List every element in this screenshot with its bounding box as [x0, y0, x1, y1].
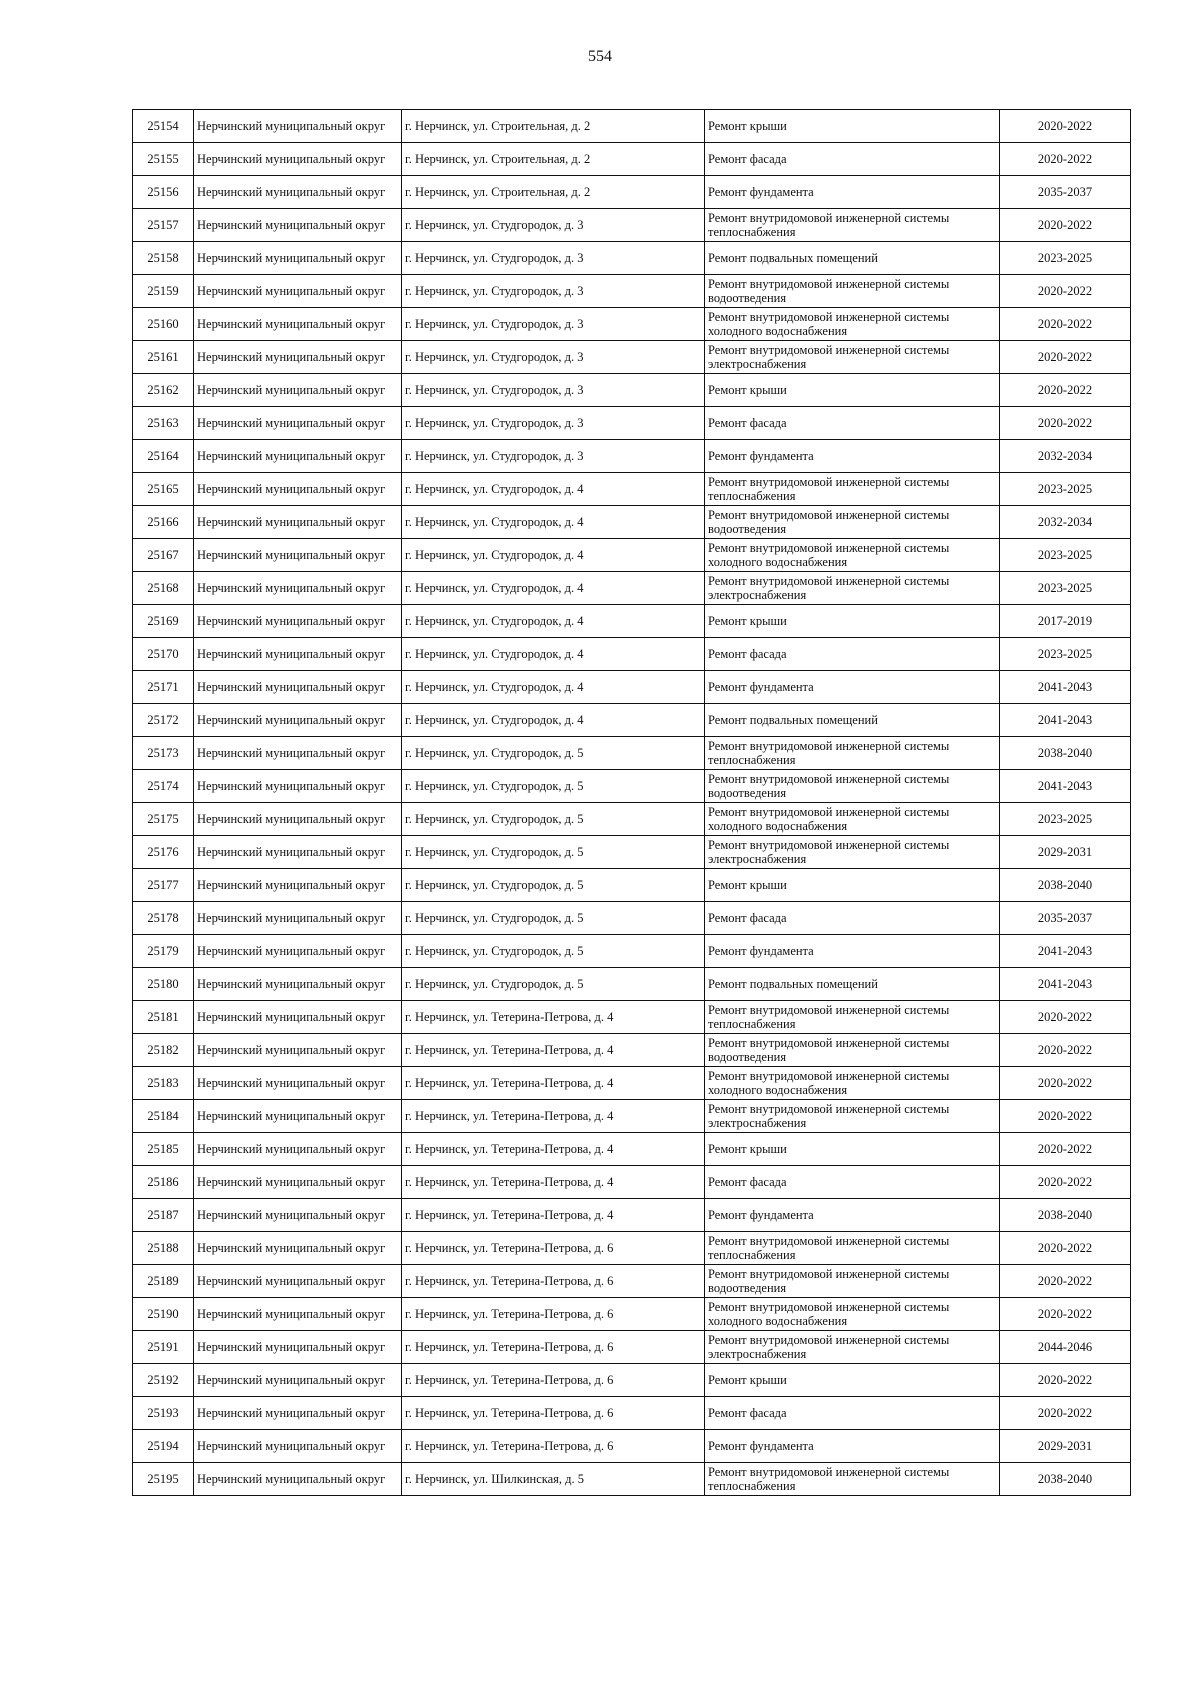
cell-address: г. Нерчинск, ул. Студгородок, д. 3: [402, 374, 705, 407]
table-row: [133, 407, 1131, 440]
cell-address: г. Нерчинск, ул. Студгородок, д. 4: [402, 671, 705, 704]
cell-work-type: Ремонт крыши: [705, 1364, 1000, 1397]
cell-address: г. Нерчинск, ул. Студгородок, д. 4: [402, 539, 705, 572]
cell-period: 2020-2022: [1000, 1133, 1131, 1166]
cell-period: 2035-2037: [1000, 176, 1131, 209]
table-row: [133, 341, 1131, 374]
cell-municipality: Нерчинский муниципальный округ: [194, 1463, 402, 1496]
cell-address: г. Нерчинск, ул. Студгородок, д. 5: [402, 869, 705, 902]
cell-municipality: Нерчинский муниципальный округ: [194, 407, 402, 440]
cell-record-number: 25162: [133, 374, 194, 407]
cell-period: 2020-2022: [1000, 1166, 1131, 1199]
cell-record-number: 25190: [133, 1298, 194, 1331]
table-row: [133, 539, 1131, 572]
cell-period: 2041-2043: [1000, 935, 1131, 968]
cell-address: г. Нерчинск, ул. Студгородок, д. 5: [402, 836, 705, 869]
cell-period: 2020-2022: [1000, 1232, 1131, 1265]
cell-work-type: Ремонт внутридомовой инженерной системы холодного водоснабжения: [705, 1298, 1000, 1331]
cell-period: 2038-2040: [1000, 869, 1131, 902]
cell-period: 2041-2043: [1000, 671, 1131, 704]
cell-address: г. Нерчинск, ул. Тетерина-Петрова, д. 6: [402, 1397, 705, 1430]
cell-municipality: Нерчинский муниципальный округ: [194, 1199, 402, 1232]
table-row: [133, 440, 1131, 473]
cell-work-type: Ремонт внутридомовой инженерной системы теплоснабжения: [705, 209, 1000, 242]
cell-work-type: Ремонт подвальных помещений: [705, 968, 1000, 1001]
cell-work-type: Ремонт внутридомовой инженерной системы теплоснабжения: [705, 1001, 1000, 1034]
cell-municipality: Нерчинский муниципальный округ: [194, 1430, 402, 1463]
cell-address: г. Нерчинск, ул. Тетерина-Петрова, д. 4: [402, 1034, 705, 1067]
cell-work-type: Ремонт фасада: [705, 407, 1000, 440]
table-row: [133, 1364, 1131, 1397]
table-row: [133, 803, 1131, 836]
cell-municipality: Нерчинский муниципальный округ: [194, 1265, 402, 1298]
cell-municipality: Нерчинский муниципальный округ: [194, 935, 402, 968]
cell-municipality: Нерчинский муниципальный округ: [194, 869, 402, 902]
table-row: [133, 968, 1131, 1001]
cell-period: 2023-2025: [1000, 242, 1131, 275]
cell-work-type: Ремонт подвальных помещений: [705, 704, 1000, 737]
table-row: [133, 902, 1131, 935]
cell-period: 2020-2022: [1000, 1397, 1131, 1430]
cell-municipality: Нерчинский муниципальный округ: [194, 473, 402, 506]
table-row: [133, 275, 1131, 308]
cell-municipality: Нерчинский муниципальный округ: [194, 308, 402, 341]
cell-period: 2020-2022: [1000, 275, 1131, 308]
cell-work-type: Ремонт внутридомовой инженерной системы теплоснабжения: [705, 1463, 1000, 1496]
cell-period: 2035-2037: [1000, 902, 1131, 935]
cell-municipality: Нерчинский муниципальный округ: [194, 638, 402, 671]
cell-work-type: Ремонт внутридомовой инженерной системы водоотведения: [705, 506, 1000, 539]
cell-address: г. Нерчинск, ул. Студгородок, д. 3: [402, 242, 705, 275]
cell-address: г. Нерчинск, ул. Тетерина-Петрова, д. 6: [402, 1298, 705, 1331]
cell-address: г. Нерчинск, ул. Студгородок, д. 4: [402, 638, 705, 671]
cell-record-number: 25177: [133, 869, 194, 902]
cell-work-type: Ремонт фасада: [705, 902, 1000, 935]
cell-municipality: Нерчинский муниципальный округ: [194, 275, 402, 308]
cell-work-type: Ремонт крыши: [705, 1133, 1000, 1166]
cell-work-type: Ремонт фундамента: [705, 440, 1000, 473]
cell-address: г. Нерчинск, ул. Тетерина-Петрова, д. 4: [402, 1067, 705, 1100]
cell-municipality: Нерчинский муниципальный округ: [194, 374, 402, 407]
cell-period: 2020-2022: [1000, 110, 1131, 143]
cell-municipality: Нерчинский муниципальный округ: [194, 968, 402, 1001]
cell-period: 2020-2022: [1000, 1001, 1131, 1034]
cell-address: г. Нерчинск, ул. Строительная, д. 2: [402, 176, 705, 209]
cell-address: г. Нерчинск, ул. Студгородок, д. 4: [402, 506, 705, 539]
cell-record-number: 25193: [133, 1397, 194, 1430]
cell-work-type: Ремонт крыши: [705, 110, 1000, 143]
cell-record-number: 25184: [133, 1100, 194, 1133]
cell-work-type: Ремонт фундамента: [705, 1199, 1000, 1232]
cell-work-type: Ремонт внутридомовой инженерной системы водоотведения: [705, 1265, 1000, 1298]
cell-municipality: Нерчинский муниципальный округ: [194, 902, 402, 935]
cell-record-number: 25195: [133, 1463, 194, 1496]
cell-record-number: 25180: [133, 968, 194, 1001]
cell-municipality: Нерчинский муниципальный округ: [194, 1001, 402, 1034]
cell-work-type: Ремонт внутридомовой инженерной системы водоотведения: [705, 1034, 1000, 1067]
cell-period: 2023-2025: [1000, 539, 1131, 572]
table-row: [133, 1100, 1131, 1133]
cell-municipality: Нерчинский муниципальный округ: [194, 143, 402, 176]
table-row: [133, 572, 1131, 605]
cell-municipality: Нерчинский муниципальный округ: [194, 572, 402, 605]
table-row: [133, 143, 1131, 176]
cell-period: 2038-2040: [1000, 1199, 1131, 1232]
cell-municipality: Нерчинский муниципальный округ: [194, 737, 402, 770]
cell-address: г. Нерчинск, ул. Студгородок, д. 4: [402, 605, 705, 638]
table-row: [133, 374, 1131, 407]
cell-period: 2020-2022: [1000, 341, 1131, 374]
cell-period: 2044-2046: [1000, 1331, 1131, 1364]
cell-period: 2020-2022: [1000, 209, 1131, 242]
cell-work-type: Ремонт фундамента: [705, 176, 1000, 209]
cell-record-number: 25159: [133, 275, 194, 308]
table-row: [133, 935, 1131, 968]
table-row: [133, 671, 1131, 704]
cell-period: 2038-2040: [1000, 737, 1131, 770]
cell-work-type: Ремонт внутридомовой инженерной системы электроснабжения: [705, 1100, 1000, 1133]
table-row: [133, 1199, 1131, 1232]
cell-work-type: Ремонт внутридомовой инженерной системы холодного водоснабжения: [705, 1067, 1000, 1100]
cell-work-type: Ремонт крыши: [705, 605, 1000, 638]
cell-address: г. Нерчинск, ул. Студгородок, д. 4: [402, 704, 705, 737]
table-row: [133, 1067, 1131, 1100]
cell-record-number: 25165: [133, 473, 194, 506]
cell-period: 2020-2022: [1000, 308, 1131, 341]
cell-municipality: Нерчинский муниципальный округ: [194, 341, 402, 374]
cell-work-type: Ремонт фасада: [705, 143, 1000, 176]
cell-municipality: Нерчинский муниципальный округ: [194, 1100, 402, 1133]
cell-period: 2017-2019: [1000, 605, 1131, 638]
cell-work-type: Ремонт внутридомовой инженерной системы теплоснабжения: [705, 1232, 1000, 1265]
table-row: [133, 1298, 1131, 1331]
cell-work-type: Ремонт внутридомовой инженерной системы теплоснабжения: [705, 473, 1000, 506]
cell-address: г. Нерчинск, ул. Тетерина-Петрова, д. 6: [402, 1232, 705, 1265]
cell-period: 2038-2040: [1000, 1463, 1131, 1496]
table-row: [133, 605, 1131, 638]
table-row: [133, 1133, 1131, 1166]
table-row: [133, 110, 1131, 143]
cell-address: г. Нерчинск, ул. Тетерина-Петрова, д. 4: [402, 1001, 705, 1034]
cell-record-number: 25169: [133, 605, 194, 638]
cell-record-number: 25179: [133, 935, 194, 968]
cell-address: г. Нерчинск, ул. Строительная, д. 2: [402, 143, 705, 176]
table-body: [133, 110, 1131, 1496]
cell-address: г. Нерчинск, ул. Студгородок, д. 3: [402, 407, 705, 440]
cell-municipality: Нерчинский муниципальный округ: [194, 1067, 402, 1100]
cell-work-type: Ремонт внутридомовой инженерной системы электроснабжения: [705, 836, 1000, 869]
table-row: [133, 1034, 1131, 1067]
table-row: [133, 1463, 1131, 1496]
cell-period: 2041-2043: [1000, 770, 1131, 803]
table-row: [133, 737, 1131, 770]
table-row: [133, 638, 1131, 671]
cell-period: 2020-2022: [1000, 1034, 1131, 1067]
cell-address: г. Нерчинск, ул. Студгородок, д. 5: [402, 737, 705, 770]
cell-municipality: Нерчинский муниципальный округ: [194, 1364, 402, 1397]
cell-municipality: Нерчинский муниципальный округ: [194, 209, 402, 242]
cell-work-type: Ремонт внутридомовой инженерной системы водоотведения: [705, 275, 1000, 308]
cell-period: 2029-2031: [1000, 836, 1131, 869]
cell-address: г. Нерчинск, ул. Тетерина-Петрова, д. 4: [402, 1133, 705, 1166]
cell-address: г. Нерчинск, ул. Тетерина-Петрова, д. 6: [402, 1331, 705, 1364]
cell-period: 2023-2025: [1000, 803, 1131, 836]
cell-address: г. Нерчинск, ул. Тетерина-Петрова, д. 6: [402, 1430, 705, 1463]
cell-record-number: 25168: [133, 572, 194, 605]
cell-municipality: Нерчинский муниципальный округ: [194, 704, 402, 737]
cell-record-number: 25176: [133, 836, 194, 869]
cell-record-number: 25156: [133, 176, 194, 209]
cell-work-type: Ремонт фасада: [705, 1166, 1000, 1199]
cell-record-number: 25178: [133, 902, 194, 935]
cell-address: г. Нерчинск, ул. Шилкинская, д. 5: [402, 1463, 705, 1496]
cell-record-number: 25174: [133, 770, 194, 803]
cell-record-number: 25158: [133, 242, 194, 275]
cell-work-type: Ремонт фундамента: [705, 935, 1000, 968]
cell-address: г. Нерчинск, ул. Студгородок, д. 3: [402, 275, 705, 308]
cell-municipality: Нерчинский муниципальный округ: [194, 770, 402, 803]
cell-work-type: Ремонт внутридомовой инженерной системы холодного водоснабжения: [705, 308, 1000, 341]
cell-address: г. Нерчинск, ул. Строительная, д. 2: [402, 110, 705, 143]
cell-period: 2020-2022: [1000, 1067, 1131, 1100]
cell-work-type: Ремонт крыши: [705, 374, 1000, 407]
table-row: [133, 1265, 1131, 1298]
cell-work-type: Ремонт внутридомовой инженерной системы электроснабжения: [705, 341, 1000, 374]
cell-record-number: 25183: [133, 1067, 194, 1100]
cell-period: 2032-2034: [1000, 506, 1131, 539]
table-row: [133, 1331, 1131, 1364]
cell-record-number: 25166: [133, 506, 194, 539]
cell-period: 2032-2034: [1000, 440, 1131, 473]
cell-address: г. Нерчинск, ул. Студгородок, д. 4: [402, 473, 705, 506]
cell-municipality: Нерчинский муниципальный округ: [194, 242, 402, 275]
cell-address: г. Нерчинск, ул. Тетерина-Петрова, д. 4: [402, 1166, 705, 1199]
cell-municipality: Нерчинский муниципальный округ: [194, 1166, 402, 1199]
table-row: [133, 1397, 1131, 1430]
cell-record-number: 25189: [133, 1265, 194, 1298]
cell-record-number: 25160: [133, 308, 194, 341]
cell-record-number: 25155: [133, 143, 194, 176]
table-row: [133, 242, 1131, 275]
cell-work-type: Ремонт фундамента: [705, 671, 1000, 704]
table-row: [133, 770, 1131, 803]
table-row: [133, 473, 1131, 506]
cell-record-number: 25167: [133, 539, 194, 572]
page-number: 554: [588, 48, 612, 65]
cell-period: 2041-2043: [1000, 968, 1131, 1001]
cell-municipality: Нерчинский муниципальный округ: [194, 506, 402, 539]
cell-period: 2023-2025: [1000, 572, 1131, 605]
cell-municipality: Нерчинский муниципальный округ: [194, 1331, 402, 1364]
cell-work-type: Ремонт внутридомовой инженерной системы теплоснабжения: [705, 737, 1000, 770]
cell-record-number: 25163: [133, 407, 194, 440]
table-row: [133, 704, 1131, 737]
table-row: [133, 209, 1131, 242]
cell-record-number: 25181: [133, 1001, 194, 1034]
cell-period: 2020-2022: [1000, 1100, 1131, 1133]
table-row: [133, 176, 1131, 209]
cell-address: г. Нерчинск, ул. Студгородок, д. 5: [402, 770, 705, 803]
cell-municipality: Нерчинский муниципальный округ: [194, 671, 402, 704]
cell-record-number: 25188: [133, 1232, 194, 1265]
cell-record-number: 25171: [133, 671, 194, 704]
table-row: [133, 308, 1131, 341]
cell-address: г. Нерчинск, ул. Тетерина-Петрова, д. 4: [402, 1100, 705, 1133]
cell-work-type: Ремонт фасада: [705, 638, 1000, 671]
cell-work-type: Ремонт внутридомовой инженерной системы электроснабжения: [705, 572, 1000, 605]
cell-municipality: Нерчинский муниципальный округ: [194, 1397, 402, 1430]
cell-record-number: 25194: [133, 1430, 194, 1463]
cell-work-type: Ремонт внутридомовой инженерной системы холодного водоснабжения: [705, 803, 1000, 836]
cell-municipality: Нерчинский муниципальный округ: [194, 1298, 402, 1331]
cell-record-number: 25170: [133, 638, 194, 671]
cell-record-number: 25191: [133, 1331, 194, 1364]
cell-record-number: 25161: [133, 341, 194, 374]
cell-address: г. Нерчинск, ул. Студгородок, д. 3: [402, 308, 705, 341]
cell-address: г. Нерчинск, ул. Студгородок, д. 4: [402, 572, 705, 605]
cell-record-number: 25182: [133, 1034, 194, 1067]
registry-table: [132, 109, 1131, 1496]
cell-address: г. Нерчинск, ул. Студгородок, д. 3: [402, 341, 705, 374]
cell-address: г. Нерчинск, ул. Студгородок, д. 3: [402, 440, 705, 473]
table-row: [133, 869, 1131, 902]
cell-period: 2041-2043: [1000, 704, 1131, 737]
cell-period: 2020-2022: [1000, 374, 1131, 407]
cell-record-number: 25192: [133, 1364, 194, 1397]
cell-period: 2020-2022: [1000, 143, 1131, 176]
cell-record-number: 25172: [133, 704, 194, 737]
cell-address: г. Нерчинск, ул. Студгородок, д. 5: [402, 902, 705, 935]
cell-record-number: 25186: [133, 1166, 194, 1199]
table-row: [133, 506, 1131, 539]
cell-record-number: 25187: [133, 1199, 194, 1232]
cell-period: 2020-2022: [1000, 1364, 1131, 1397]
cell-work-type: Ремонт крыши: [705, 869, 1000, 902]
cell-municipality: Нерчинский муниципальный округ: [194, 605, 402, 638]
cell-work-type: Ремонт внутридомовой инженерной системы электроснабжения: [705, 1331, 1000, 1364]
table-row: [133, 1430, 1131, 1463]
cell-work-type: Ремонт фундамента: [705, 1430, 1000, 1463]
table-row: [133, 1001, 1131, 1034]
cell-record-number: 25154: [133, 110, 194, 143]
cell-municipality: Нерчинский муниципальный округ: [194, 1232, 402, 1265]
cell-record-number: 25173: [133, 737, 194, 770]
cell-address: г. Нерчинск, ул. Тетерина-Петрова, д. 4: [402, 1199, 705, 1232]
cell-record-number: 25185: [133, 1133, 194, 1166]
cell-work-type: Ремонт внутридомовой инженерной системы холодного водоснабжения: [705, 539, 1000, 572]
cell-municipality: Нерчинский муниципальный округ: [194, 1034, 402, 1067]
cell-municipality: Нерчинский муниципальный округ: [194, 539, 402, 572]
cell-work-type: Ремонт подвальных помещений: [705, 242, 1000, 275]
cell-period: 2023-2025: [1000, 473, 1131, 506]
cell-municipality: Нерчинский муниципальный округ: [194, 803, 402, 836]
cell-municipality: Нерчинский муниципальный округ: [194, 176, 402, 209]
cell-address: г. Нерчинск, ул. Студгородок, д. 5: [402, 803, 705, 836]
cell-record-number: 25175: [133, 803, 194, 836]
cell-address: г. Нерчинск, ул. Тетерина-Петрова, д. 6: [402, 1265, 705, 1298]
cell-record-number: 25164: [133, 440, 194, 473]
cell-period: 2020-2022: [1000, 1265, 1131, 1298]
cell-municipality: Нерчинский муниципальный округ: [194, 836, 402, 869]
cell-municipality: Нерчинский муниципальный округ: [194, 110, 402, 143]
cell-municipality: Нерчинский муниципальный округ: [194, 440, 402, 473]
cell-municipality: Нерчинский муниципальный округ: [194, 1133, 402, 1166]
cell-record-number: 25157: [133, 209, 194, 242]
table-row: [133, 836, 1131, 869]
cell-address: г. Нерчинск, ул. Тетерина-Петрова, д. 6: [402, 1364, 705, 1397]
cell-period: 2023-2025: [1000, 638, 1131, 671]
cell-address: г. Нерчинск, ул. Студгородок, д. 3: [402, 209, 705, 242]
cell-work-type: Ремонт внутридомовой инженерной системы водоотведения: [705, 770, 1000, 803]
cell-period: 2020-2022: [1000, 1298, 1131, 1331]
cell-address: г. Нерчинск, ул. Студгородок, д. 5: [402, 935, 705, 968]
table-row: [133, 1166, 1131, 1199]
table-row: [133, 1232, 1131, 1265]
cell-period: 2029-2031: [1000, 1430, 1131, 1463]
cell-address: г. Нерчинск, ул. Студгородок, д. 5: [402, 968, 705, 1001]
cell-period: 2020-2022: [1000, 407, 1131, 440]
cell-work-type: Ремонт фасада: [705, 1397, 1000, 1430]
